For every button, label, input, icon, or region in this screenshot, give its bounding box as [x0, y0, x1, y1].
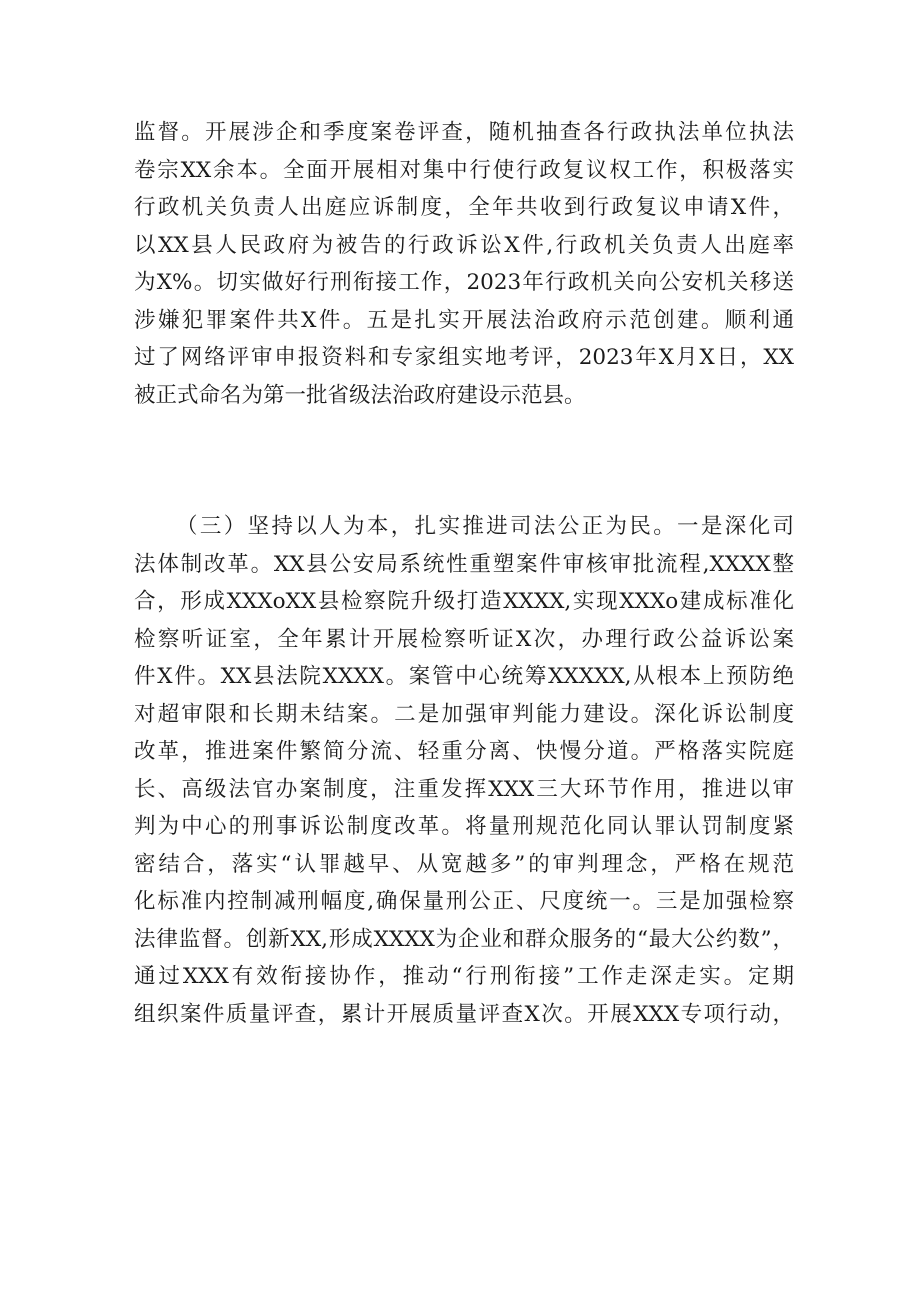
text-line: 被正式命名为第一批省级法治政府建设示范县。 [134, 382, 586, 408]
text-line: 通过XXX有效衔接协作，推动“行刑衔接”工作走深走实。定期 [134, 964, 794, 989]
text-line: 涉嫌犯罪案件共X件。五是扎实开展法治政府示范创建。顺利通 [134, 307, 794, 333]
text-line: 对超审限和长期未结案。二是加强审判能力建设。深化诉讼制度 [134, 701, 794, 727]
text-line: 组织案件质量评查，累计开展质量评查X次。开展XXX专项行动， [134, 1001, 794, 1027]
paragraph-2 [134, 508, 794, 1033]
text-line: 改革，推进案件繁简分流、轻重分离、快慢分道。严格落实院庭 [134, 739, 794, 764]
text-line: （三）坚持以人为本，扎实推进司法公正为民。一是深化司 [176, 514, 794, 539]
text-line: 合，形成XXXoXX县检察院升级打造XXXX,实现XXXo建成标准化 [134, 589, 794, 614]
text-line: 密结合，落实“认罪越早、从宽越多”的审判理念，严格在规范 [134, 851, 794, 877]
text-line: 判为中心的刑事诉讼制度改革。将量刑规范化同认罪认罚制度紧 [134, 814, 794, 839]
text-line: 以XX县人民政府为被告的行政诉讼X件,行政机关负责人出庭率 [134, 232, 794, 258]
text-line: 为X%。切实做好行刑衔接工作，2023年行政机关向公安机关移送 [134, 270, 794, 295]
text-line: 卷宗XX余本。全面开展相对集中行使行政复议权工作，积极落实 [134, 157, 794, 183]
text-line: 过了网络评审申报资料和专家组实地考评，2023年X月X日，XX [134, 345, 794, 370]
text-line: 行政机关负责人出庭应诉制度，全年共收到行政复议申请X件， [134, 195, 794, 220]
paragraph-1 [134, 114, 794, 414]
text-line: 检察听证室，全年累计开展检察听证X次，办理行政公益诉讼案 [134, 626, 794, 652]
text-line: 法体制改革。XX县公安局系统性重塑案件审核审批流程,XXXX整 [134, 551, 794, 577]
text-line: 件X件。XX县法院XXXX。案管中心统筹XXXXX,从根本上预防绝 [134, 664, 794, 689]
text-line: 长、高级法官办案制度，注重发挥XXX三大环节作用，推进以审 [134, 776, 794, 802]
text-line: 化标准内控制减刑幅度,确保量刑公正、尺度统一。三是加强检察 [134, 889, 794, 914]
text-line: 监督。开展涉企和季度案卷评查，随机抽查各行政执法单位执法 [134, 120, 794, 145]
text-line: 法律监督。创新XX,形成XXXX为企业和群众服务的“最大公约数”， [134, 926, 794, 952]
